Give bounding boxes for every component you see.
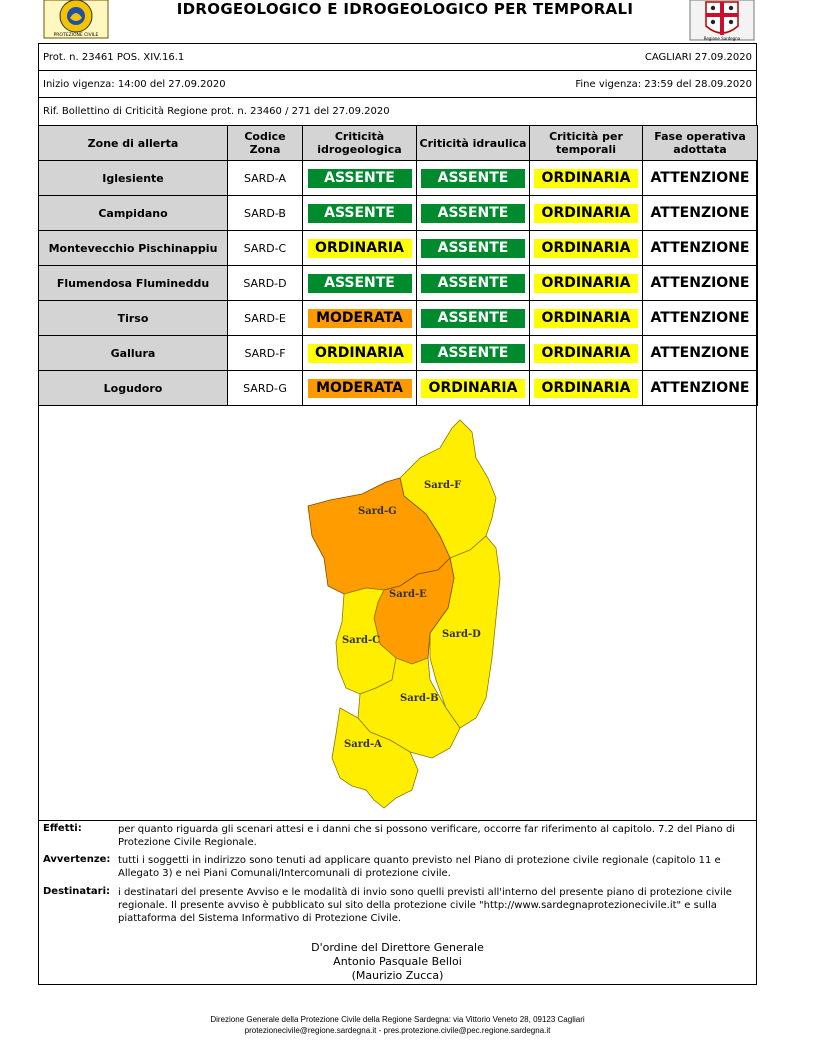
fase-operativa-cell xyxy=(643,336,758,371)
zone-name: Logudoro xyxy=(103,381,163,395)
criticita-idraulica-badge: ASSENTE xyxy=(421,239,525,258)
fase-operativa-cell xyxy=(643,301,758,336)
effetti-label: Effetti: xyxy=(43,823,82,834)
map-label: Sard-G xyxy=(358,506,397,517)
divider xyxy=(38,984,757,985)
city-date: CAGLIARI 27.09.2020 xyxy=(644,52,752,63)
avvertenze-text: tutti i soggetti in indirizzo sono tenuti ad applicare quanto previsto nel Piano di protezione civile regionale (capitolo 11 e Allegato 3) e nei Piani Comunali/Intercomunali di protezione civile. xyxy=(118,855,721,879)
zone-name: Tirso xyxy=(117,311,149,325)
criticita-idrogeologica-badge: ORDINARIA xyxy=(308,344,412,363)
zone-name-cell xyxy=(39,196,228,231)
zone-name: Gallura xyxy=(110,346,156,360)
page-title: IDROGEOLOGICO E IDROGEOLOGICO PER TEMPORALI xyxy=(176,0,634,18)
table-row xyxy=(39,266,758,301)
criticita-idraulica-cell xyxy=(417,301,530,336)
criticita-temporali-cell xyxy=(530,161,643,196)
fase-operativa-cell xyxy=(643,371,758,406)
effetti-text: per quanto riguarda gli scenari attesi e i danni che si possono verificare, occorre far riferimento al capitolo. 7.2 del Piano di Protezione Civile Regionale. xyxy=(118,824,736,848)
signature-line-1: D'ordine del Direttore Generale xyxy=(311,941,484,954)
criticita-idraulica-cell xyxy=(417,371,530,406)
header-code: Codice Zona xyxy=(228,126,303,161)
criticita-temporali-badge: ORDINARIA xyxy=(534,169,638,188)
criticita-idraulica-cell xyxy=(417,161,530,196)
divider xyxy=(38,820,757,821)
fase-operativa-cell xyxy=(643,196,758,231)
svg-text:Regione Sardegna: Regione Sardegna xyxy=(703,36,741,41)
criticita-idraulica-badge: ORDINARIA xyxy=(421,379,525,398)
criticita-idraulica-cell xyxy=(417,266,530,301)
table-row xyxy=(39,301,758,336)
table-row xyxy=(39,196,758,231)
header-idraulica: Criticità idraulica xyxy=(417,126,530,161)
criticita-idraulica-cell xyxy=(417,336,530,371)
zone-code-cell xyxy=(228,231,303,266)
criticita-temporali-cell xyxy=(530,266,643,301)
criticita-idraulica-badge: ASSENTE xyxy=(421,309,525,328)
zone-code-cell xyxy=(228,336,303,371)
footer-emails: protezionecivile@regione.sardegna.it - pres.protezione.civile@pec.regione.sardegna.it xyxy=(244,1026,551,1035)
fase-operativa-cell xyxy=(643,266,758,301)
criticita-idrogeologica-cell xyxy=(303,161,417,196)
criticita-temporali-badge: ORDINARIA xyxy=(534,379,638,398)
criticita-idrogeologica-badge: MODERATA xyxy=(308,379,412,398)
zone-code-cell xyxy=(228,196,303,231)
fase-operativa: ATTENZIONE xyxy=(650,380,750,396)
validity-end: Fine vigenza: 23:59 del 28.09.2020 xyxy=(575,79,752,90)
sardinia-coat-of-arms-logo xyxy=(686,0,758,42)
criticita-idrogeologica-cell xyxy=(303,301,417,336)
criticita-idraulica-badge: ASSENTE xyxy=(421,169,525,188)
avvertenze-label: Avvertenze: xyxy=(43,854,111,865)
zone-code: SARD-E xyxy=(244,311,286,325)
zone-code-cell xyxy=(228,161,303,196)
destinatari-text: i destinatari del presente Avviso e le modalità di invio sono quelli previsti all'interno del presente piano di protezione civile regionale. Il presente avviso è pubblicato sul sito della protezione civile "http://www.sardegnaprotezionecivile.it" e sulla piattaforma del Sistema Informativo di Protezione Civile. xyxy=(118,887,732,924)
map-label: Sard-A xyxy=(344,739,382,750)
map-label: Sard-B xyxy=(400,693,439,704)
table-row xyxy=(39,231,758,266)
criticita-idraulica-badge: ASSENTE xyxy=(421,344,525,363)
civil-protection-logo xyxy=(40,0,112,40)
map-label: Sard-F xyxy=(424,480,462,491)
zone-name: Flumendosa Flumineddu xyxy=(56,276,210,290)
criticita-temporali-cell xyxy=(530,196,643,231)
zone-code: SARD-G xyxy=(243,381,287,395)
table-header-row xyxy=(39,126,758,161)
fase-operativa-cell xyxy=(643,161,758,196)
criticality-table xyxy=(38,125,758,406)
criticita-idrogeologica-cell xyxy=(303,371,417,406)
criticita-idraulica-cell xyxy=(417,231,530,266)
zone-code: SARD-C xyxy=(243,241,287,255)
svg-text:PROTEZIONE CIVILE: PROTEZIONE CIVILE xyxy=(53,33,99,38)
header-temporali: Criticità per temporali xyxy=(530,126,643,161)
criticita-idrogeologica-badge: MODERATA xyxy=(308,309,412,328)
fase-operativa: ATTENZIONE xyxy=(650,275,750,291)
criticita-idrogeologica-badge: ASSENTE xyxy=(308,204,412,223)
zone-code: SARD-D xyxy=(243,276,287,290)
zone-name: Campidano xyxy=(98,206,168,220)
criticita-idrogeologica-cell xyxy=(303,231,417,266)
criticita-temporali-badge: ORDINARIA xyxy=(534,309,638,328)
zone-name: Iglesiente xyxy=(102,171,164,185)
bulletin-reference: Rif. Bollettino di Criticità Regione prot. n. 23460 / 271 del 27.09.2020 xyxy=(43,106,390,117)
table-row xyxy=(39,161,758,196)
validity-start: Inizio vigenza: 14:00 del 27.09.2020 xyxy=(43,79,226,90)
zone-name-cell xyxy=(39,231,228,266)
zone-name-cell xyxy=(39,371,228,406)
criticita-idraulica-badge: ASSENTE xyxy=(421,204,525,223)
header-fase: Fase operativa adottata xyxy=(643,126,758,161)
zone-name-cell xyxy=(39,336,228,371)
zone-name: Montevecchio Pischinappiu xyxy=(48,241,218,255)
criticita-idrogeologica-cell xyxy=(303,336,417,371)
map-label: Sard-E xyxy=(389,589,427,600)
criticita-temporali-badge: ORDINARIA xyxy=(534,344,638,363)
destinatari-label: Destinatari: xyxy=(43,886,110,897)
fase-operativa: ATTENZIONE xyxy=(650,205,750,221)
zone-code-cell xyxy=(228,266,303,301)
criticita-temporali-badge: ORDINARIA xyxy=(534,204,638,223)
criticita-idrogeologica-badge: ASSENTE xyxy=(308,169,412,188)
criticita-idrogeologica-cell xyxy=(303,196,417,231)
protocol-number: Prot. n. 23461 POS. XIV.16.1 xyxy=(43,52,185,63)
zone-name-cell xyxy=(39,301,228,336)
divider xyxy=(38,97,757,98)
criticita-temporali-cell xyxy=(530,371,643,406)
fase-operativa: ATTENZIONE xyxy=(650,345,750,361)
zone-name-cell xyxy=(39,266,228,301)
header-idrogeologica: Criticità idrogeologica xyxy=(303,126,417,161)
criticita-temporali-badge: ORDINARIA xyxy=(534,274,638,293)
fase-operativa: ATTENZIONE xyxy=(650,170,750,186)
zone-code: SARD-F xyxy=(244,346,286,360)
fase-operativa: ATTENZIONE xyxy=(650,240,750,256)
criticita-temporali-cell xyxy=(530,301,643,336)
map-label: Sard-C xyxy=(342,635,381,646)
criticita-temporali-badge: ORDINARIA xyxy=(534,239,638,258)
criticita-idrogeologica-badge: ASSENTE xyxy=(308,274,412,293)
signature-line-2: Antonio Pasquale Belloi xyxy=(333,955,462,968)
zone-code-cell xyxy=(228,301,303,336)
divider xyxy=(38,70,757,71)
zone-code: SARD-B xyxy=(244,206,286,220)
fase-operativa: ATTENZIONE xyxy=(650,310,750,326)
header-zone: Zone di allerta xyxy=(39,126,228,161)
zone-code: SARD-A xyxy=(243,171,287,185)
zone-name-cell xyxy=(39,161,228,196)
criticita-idraulica-badge: ASSENTE xyxy=(421,274,525,293)
criticita-temporali-cell xyxy=(530,336,643,371)
fase-operativa-cell xyxy=(643,231,758,266)
map-label: Sard-D xyxy=(442,629,481,640)
footer-address: Direzione Generale della Protezione Civile della Regione Sardegna: via Vittorio Veneto 28, 09123 Cagliari xyxy=(210,1015,585,1024)
table-row xyxy=(39,336,758,371)
zone-code-cell xyxy=(228,371,303,406)
table-row xyxy=(39,371,758,406)
criticita-idrogeologica-cell xyxy=(303,266,417,301)
sardinia-alert-map xyxy=(300,418,520,813)
criticita-idrogeologica-badge: ORDINARIA xyxy=(308,239,412,258)
signature-line-3: (Maurizio Zucca) xyxy=(351,969,444,982)
criticita-idraulica-cell xyxy=(417,196,530,231)
criticita-temporali-cell xyxy=(530,231,643,266)
